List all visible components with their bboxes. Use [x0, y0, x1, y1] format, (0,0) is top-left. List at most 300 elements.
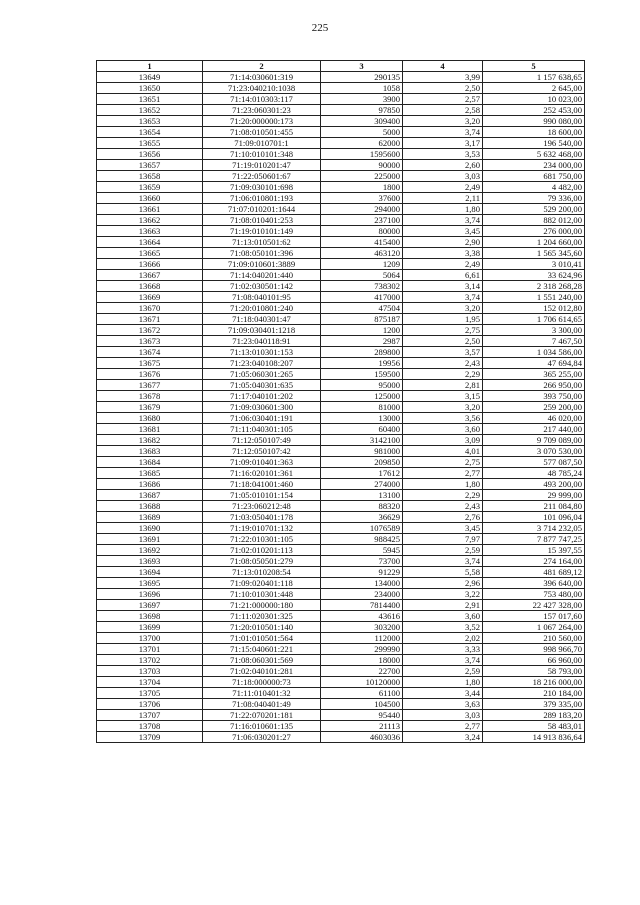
- rate-cell: 2,60: [403, 160, 483, 171]
- amount-cell: 1 067 264,00: [483, 622, 585, 633]
- cadastral-number-cell: 71:12:050107:49: [203, 435, 321, 446]
- table-row: [97, 688, 585, 699]
- amount-cell: 211 084,80: [483, 501, 585, 512]
- rate-cell: 2,75: [403, 325, 483, 336]
- cadastral-number-cell: 71:08:060301:569: [203, 655, 321, 666]
- cadastral-number-cell: 71:19:010201:47: [203, 160, 321, 171]
- area-cell: 18000: [321, 655, 403, 666]
- area-cell: 81000: [321, 402, 403, 413]
- row-number-cell: 13652: [97, 105, 203, 116]
- table-row: [97, 303, 585, 314]
- rate-cell: 3,44: [403, 688, 483, 699]
- cadastral-number-cell: 71:13:010501:62: [203, 237, 321, 248]
- rate-cell: 2,77: [403, 468, 483, 479]
- amount-cell: 217 440,00: [483, 424, 585, 435]
- row-number-cell: 13704: [97, 677, 203, 688]
- rate-cell: 1,80: [403, 677, 483, 688]
- row-number-cell: 13665: [97, 248, 203, 259]
- cadastral-number-cell: 71:17:040101:202: [203, 391, 321, 402]
- amount-cell: 1 157 638,65: [483, 72, 585, 83]
- row-number-cell: 13686: [97, 479, 203, 490]
- table-row: [97, 523, 585, 534]
- amount-cell: 5 632 468,00: [483, 149, 585, 160]
- rate-cell: 2,11: [403, 193, 483, 204]
- table-row: [97, 655, 585, 666]
- area-cell: 61100: [321, 688, 403, 699]
- cadastral-number-cell: 71:09:010701:1: [203, 138, 321, 149]
- amount-cell: 234 000,00: [483, 160, 585, 171]
- row-number-cell: 13703: [97, 666, 203, 677]
- rate-cell: 3,15: [403, 391, 483, 402]
- area-cell: 5945: [321, 545, 403, 556]
- amount-cell: 365 255,00: [483, 369, 585, 380]
- row-number-cell: 13664: [97, 237, 203, 248]
- row-number-cell: 13690: [97, 523, 203, 534]
- amount-cell: 48 785,24: [483, 468, 585, 479]
- rate-cell: 3,03: [403, 171, 483, 182]
- amount-cell: 266 950,00: [483, 380, 585, 391]
- table-row: [97, 490, 585, 501]
- area-cell: 17612: [321, 468, 403, 479]
- table-row: [97, 127, 585, 138]
- area-cell: 90000: [321, 160, 403, 171]
- cadastral-number-cell: 71:09:030401:1218: [203, 325, 321, 336]
- row-number-cell: 13707: [97, 710, 203, 721]
- area-cell: 95440: [321, 710, 403, 721]
- table-row: [97, 732, 585, 743]
- table-row: [97, 556, 585, 567]
- amount-cell: 529 200,00: [483, 204, 585, 215]
- cadastral-number-cell: 71:13:010301:153: [203, 347, 321, 358]
- amount-cell: 79 336,00: [483, 193, 585, 204]
- cadastral-number-cell: 71:06:030401:191: [203, 413, 321, 424]
- cadastral-number-cell: 71:05:010101:154: [203, 490, 321, 501]
- table-row: [97, 633, 585, 644]
- amount-cell: 29 999,00: [483, 490, 585, 501]
- area-cell: 159500: [321, 369, 403, 380]
- cadastral-number-cell: 71:22:070201:181: [203, 710, 321, 721]
- row-number-cell: 13659: [97, 182, 203, 193]
- row-number-cell: 13699: [97, 622, 203, 633]
- area-cell: 22700: [321, 666, 403, 677]
- rate-cell: 3,99: [403, 72, 483, 83]
- cadastral-number-cell: 71:23:040108:207: [203, 358, 321, 369]
- table-row: [97, 699, 585, 710]
- area-cell: 875187: [321, 314, 403, 325]
- cadastral-number-cell: 71:14:010303:117: [203, 94, 321, 105]
- cadastral-number-cell: 71:05:040301:635: [203, 380, 321, 391]
- row-number-cell: 13685: [97, 468, 203, 479]
- amount-cell: 289 183,20: [483, 710, 585, 721]
- amount-cell: 47 694,84: [483, 358, 585, 369]
- area-cell: 80000: [321, 226, 403, 237]
- rate-cell: 2,49: [403, 259, 483, 270]
- table-row: [97, 721, 585, 732]
- amount-cell: 210 184,00: [483, 688, 585, 699]
- area-cell: 1076589: [321, 523, 403, 534]
- cadastral-number-cell: 71:20:010501:140: [203, 622, 321, 633]
- rate-cell: 3,74: [403, 127, 483, 138]
- amount-cell: 274 164,00: [483, 556, 585, 567]
- table-row: [97, 589, 585, 600]
- row-number-cell: 13687: [97, 490, 203, 501]
- amount-cell: 10 023,00: [483, 94, 585, 105]
- amount-cell: 393 750,00: [483, 391, 585, 402]
- table-row: [97, 501, 585, 512]
- row-number-cell: 13662: [97, 215, 203, 226]
- area-cell: 290135: [321, 72, 403, 83]
- row-number-cell: 13668: [97, 281, 203, 292]
- table-row: [97, 424, 585, 435]
- cadastral-number-cell: 71:10:010101:348: [203, 149, 321, 160]
- amount-cell: 22 427 328,00: [483, 600, 585, 611]
- cadastral-number-cell: 71:11:020301:325: [203, 611, 321, 622]
- row-number-cell: 13678: [97, 391, 203, 402]
- rate-cell: 3,09: [403, 435, 483, 446]
- rate-cell: 2,81: [403, 380, 483, 391]
- rate-cell: 2,29: [403, 490, 483, 501]
- row-number-cell: 13676: [97, 369, 203, 380]
- rate-cell: 3,57: [403, 347, 483, 358]
- cadastral-number-cell: 71:07:010201:1644: [203, 204, 321, 215]
- table-row: [97, 160, 585, 171]
- amount-cell: 2 318 268,28: [483, 281, 585, 292]
- cadastral-number-cell: 71:02:010201:113: [203, 545, 321, 556]
- table-row: [97, 457, 585, 468]
- area-cell: 13000: [321, 413, 403, 424]
- rate-cell: 2,59: [403, 545, 483, 556]
- column-header: 5: [483, 61, 585, 72]
- column-header: 1: [97, 61, 203, 72]
- table-row: [97, 347, 585, 358]
- row-number-cell: 13657: [97, 160, 203, 171]
- rate-cell: 2,57: [403, 94, 483, 105]
- rate-cell: 2,02: [403, 633, 483, 644]
- rate-cell: 2,50: [403, 83, 483, 94]
- rate-cell: 2,96: [403, 578, 483, 589]
- cadastral-number-cell: 71:11:040301:105: [203, 424, 321, 435]
- cadastral-number-cell: 71:06:030201:27: [203, 732, 321, 743]
- cadastral-number-cell: 71:02:030501:142: [203, 281, 321, 292]
- cadastral-number-cell: 71:03:050401:178: [203, 512, 321, 523]
- row-number-cell: 13655: [97, 138, 203, 149]
- cadastral-number-cell: 71:13:010208:54: [203, 567, 321, 578]
- rate-cell: 3,20: [403, 303, 483, 314]
- amount-cell: 7 877 747,25: [483, 534, 585, 545]
- table-row: [97, 677, 585, 688]
- area-cell: 309400: [321, 116, 403, 127]
- table-row: [97, 578, 585, 589]
- amount-cell: 259 200,00: [483, 402, 585, 413]
- table-row: [97, 116, 585, 127]
- cadastral-number-cell: 71:21:000000:180: [203, 600, 321, 611]
- area-cell: 1209: [321, 259, 403, 270]
- area-cell: 1800: [321, 182, 403, 193]
- rate-cell: 3,60: [403, 611, 483, 622]
- table-row: [97, 358, 585, 369]
- row-number-cell: 13700: [97, 633, 203, 644]
- row-number-cell: 13650: [97, 83, 203, 94]
- column-header: 4: [403, 61, 483, 72]
- row-number-cell: 13669: [97, 292, 203, 303]
- rate-cell: 3,45: [403, 523, 483, 534]
- row-number-cell: 13694: [97, 567, 203, 578]
- row-number-cell: 13698: [97, 611, 203, 622]
- amount-cell: 3 714 232,05: [483, 523, 585, 534]
- row-number-cell: 13663: [97, 226, 203, 237]
- row-number-cell: 13693: [97, 556, 203, 567]
- rate-cell: 2,29: [403, 369, 483, 380]
- cadastral-number-cell: 71:19:010101:149: [203, 226, 321, 237]
- table-row: [97, 171, 585, 182]
- table-row: [97, 138, 585, 149]
- rate-cell: 3,52: [403, 622, 483, 633]
- cadastral-number-cell: 71:19:010701:132: [203, 523, 321, 534]
- rate-cell: 2,43: [403, 358, 483, 369]
- table-row: [97, 402, 585, 413]
- cadastral-number-cell: 71:08:010401:253: [203, 215, 321, 226]
- table-row: [97, 435, 585, 446]
- rate-cell: 3,20: [403, 402, 483, 413]
- amount-cell: 15 397,55: [483, 545, 585, 556]
- rate-cell: 2,75: [403, 457, 483, 468]
- rate-cell: 1,95: [403, 314, 483, 325]
- cadastral-number-cell: 71:08:010501:455: [203, 127, 321, 138]
- row-number-cell: 13681: [97, 424, 203, 435]
- cadastral-number-cell: 71:08:040401:49: [203, 699, 321, 710]
- row-number-cell: 13653: [97, 116, 203, 127]
- amount-cell: 1 551 240,00: [483, 292, 585, 303]
- row-number-cell: 13672: [97, 325, 203, 336]
- amount-cell: 14 913 836,64: [483, 732, 585, 743]
- table-row: [97, 204, 585, 215]
- table-row: [97, 512, 585, 523]
- table-row: [97, 83, 585, 94]
- area-cell: 738302: [321, 281, 403, 292]
- area-cell: 2987: [321, 336, 403, 347]
- amount-cell: 33 624,96: [483, 270, 585, 281]
- amount-cell: 1 565 345,60: [483, 248, 585, 259]
- rate-cell: 3,33: [403, 644, 483, 655]
- amount-cell: 4 482,00: [483, 182, 585, 193]
- row-number-cell: 13658: [97, 171, 203, 182]
- table-row: [97, 72, 585, 83]
- rate-cell: 4,01: [403, 446, 483, 457]
- cadastral-number-cell: 71:15:040601:221: [203, 644, 321, 655]
- area-cell: 4603036: [321, 732, 403, 743]
- rate-cell: 3,74: [403, 556, 483, 567]
- row-number-cell: 13674: [97, 347, 203, 358]
- amount-cell: 46 020,00: [483, 413, 585, 424]
- rate-cell: 2,91: [403, 600, 483, 611]
- amount-cell: 210 560,00: [483, 633, 585, 644]
- row-number-cell: 13675: [97, 358, 203, 369]
- table-row: [97, 270, 585, 281]
- amount-cell: 3 010,41: [483, 259, 585, 270]
- table-row: [97, 336, 585, 347]
- area-cell: 134000: [321, 578, 403, 589]
- amount-cell: 196 540,00: [483, 138, 585, 149]
- rate-cell: 2,77: [403, 721, 483, 732]
- area-cell: 104500: [321, 699, 403, 710]
- amount-cell: 577 087,50: [483, 457, 585, 468]
- amount-cell: 493 200,00: [483, 479, 585, 490]
- table-row: [97, 479, 585, 490]
- row-number-cell: 13691: [97, 534, 203, 545]
- cadastral-number-cell: 71:08:050501:279: [203, 556, 321, 567]
- row-number-cell: 13671: [97, 314, 203, 325]
- row-number-cell: 13706: [97, 699, 203, 710]
- table-row: [97, 391, 585, 402]
- cadastral-number-cell: 71:10:010301:448: [203, 589, 321, 600]
- amount-cell: 276 000,00: [483, 226, 585, 237]
- amount-cell: 66 960,00: [483, 655, 585, 666]
- row-number-cell: 13651: [97, 94, 203, 105]
- area-cell: 981000: [321, 446, 403, 457]
- area-cell: 988425: [321, 534, 403, 545]
- amount-cell: 681 750,00: [483, 171, 585, 182]
- column-header: 2: [203, 61, 321, 72]
- table-row: [97, 446, 585, 457]
- table-row: [97, 259, 585, 270]
- area-cell: 47504: [321, 303, 403, 314]
- rate-cell: 3,74: [403, 215, 483, 226]
- area-cell: 10120000: [321, 677, 403, 688]
- row-number-cell: 13701: [97, 644, 203, 655]
- table-row: [97, 248, 585, 259]
- amount-cell: 157 017,60: [483, 611, 585, 622]
- row-number-cell: 13692: [97, 545, 203, 556]
- cadastral-number-cell: 71:18:000000:73: [203, 677, 321, 688]
- area-cell: 19956: [321, 358, 403, 369]
- area-cell: 234000: [321, 589, 403, 600]
- cadastral-number-cell: 71:16:010601:135: [203, 721, 321, 732]
- rate-cell: 3,24: [403, 732, 483, 743]
- amount-cell: 396 640,00: [483, 578, 585, 589]
- table-header-row: [97, 61, 585, 72]
- area-cell: 463120: [321, 248, 403, 259]
- row-number-cell: 13682: [97, 435, 203, 446]
- cadastral-number-cell: 71:18:041001:460: [203, 479, 321, 490]
- rate-cell: 3,74: [403, 292, 483, 303]
- cadastral-number-cell: 71:22:050601:67: [203, 171, 321, 182]
- column-header: 3: [321, 61, 403, 72]
- area-cell: 294000: [321, 204, 403, 215]
- area-cell: 274000: [321, 479, 403, 490]
- amount-cell: 152 012,80: [483, 303, 585, 314]
- rate-cell: 3,14: [403, 281, 483, 292]
- row-number-cell: 13683: [97, 446, 203, 457]
- table-row: [97, 281, 585, 292]
- cadastral-number-cell: 71:23:040210:1038: [203, 83, 321, 94]
- row-number-cell: 13677: [97, 380, 203, 391]
- table-row: [97, 94, 585, 105]
- area-cell: 95000: [321, 380, 403, 391]
- table-row: [97, 292, 585, 303]
- area-cell: 1595600: [321, 149, 403, 160]
- row-number-cell: 13660: [97, 193, 203, 204]
- area-cell: 21113: [321, 721, 403, 732]
- area-cell: 415400: [321, 237, 403, 248]
- table-row: [97, 380, 585, 391]
- table-row: [97, 215, 585, 226]
- row-number-cell: 13661: [97, 204, 203, 215]
- rate-cell: 2,90: [403, 237, 483, 248]
- land-registry-table: [96, 60, 585, 743]
- row-number-cell: 13667: [97, 270, 203, 281]
- area-cell: 209850: [321, 457, 403, 468]
- table-row: [97, 237, 585, 248]
- table-row: [97, 413, 585, 424]
- row-number-cell: 13702: [97, 655, 203, 666]
- row-number-cell: 13697: [97, 600, 203, 611]
- area-cell: 88320: [321, 501, 403, 512]
- area-cell: 3900: [321, 94, 403, 105]
- area-cell: 97850: [321, 105, 403, 116]
- rate-cell: 3,63: [403, 699, 483, 710]
- table-row: [97, 468, 585, 479]
- table-row: [97, 369, 585, 380]
- amount-cell: 1 034 586,00: [483, 347, 585, 358]
- area-cell: 60400: [321, 424, 403, 435]
- amount-cell: 1 204 660,00: [483, 237, 585, 248]
- area-cell: 225000: [321, 171, 403, 182]
- cadastral-number-cell: 71:12:050107:42: [203, 446, 321, 457]
- row-number-cell: 13666: [97, 259, 203, 270]
- table-row: [97, 182, 585, 193]
- table-row: [97, 149, 585, 160]
- row-number-cell: 13673: [97, 336, 203, 347]
- table-row: [97, 105, 585, 116]
- table-row: [97, 314, 585, 325]
- cadastral-number-cell: 71:22:010301:105: [203, 534, 321, 545]
- rate-cell: 2,50: [403, 336, 483, 347]
- amount-cell: 990 080,00: [483, 116, 585, 127]
- area-cell: 417000: [321, 292, 403, 303]
- area-cell: 7814400: [321, 600, 403, 611]
- row-number-cell: 13705: [97, 688, 203, 699]
- amount-cell: 2 645,00: [483, 83, 585, 94]
- cadastral-number-cell: 71:09:010601:3889: [203, 259, 321, 270]
- amount-cell: 101 096,04: [483, 512, 585, 523]
- area-cell: 299990: [321, 644, 403, 655]
- table-row: [97, 545, 585, 556]
- cadastral-number-cell: 71:23:060301:23: [203, 105, 321, 116]
- table-row: [97, 622, 585, 633]
- rate-cell: 3,22: [403, 589, 483, 600]
- cadastral-number-cell: 71:14:030601:319: [203, 72, 321, 83]
- area-cell: 1200: [321, 325, 403, 336]
- rate-cell: 3,03: [403, 710, 483, 721]
- area-cell: 13100: [321, 490, 403, 501]
- area-cell: 62000: [321, 138, 403, 149]
- amount-cell: 379 335,00: [483, 699, 585, 710]
- area-cell: 1058: [321, 83, 403, 94]
- amount-cell: 9 709 089,00: [483, 435, 585, 446]
- area-cell: 237100: [321, 215, 403, 226]
- rate-cell: 2,76: [403, 512, 483, 523]
- cadastral-number-cell: 71:18:040301:47: [203, 314, 321, 325]
- row-number-cell: 13680: [97, 413, 203, 424]
- amount-cell: 7 467,50: [483, 336, 585, 347]
- area-cell: 3142100: [321, 435, 403, 446]
- row-number-cell: 13679: [97, 402, 203, 413]
- area-cell: 303200: [321, 622, 403, 633]
- area-cell: 91229: [321, 567, 403, 578]
- rate-cell: 3,74: [403, 655, 483, 666]
- row-number-cell: 13696: [97, 589, 203, 600]
- cadastral-number-cell: 71:06:010801:193: [203, 193, 321, 204]
